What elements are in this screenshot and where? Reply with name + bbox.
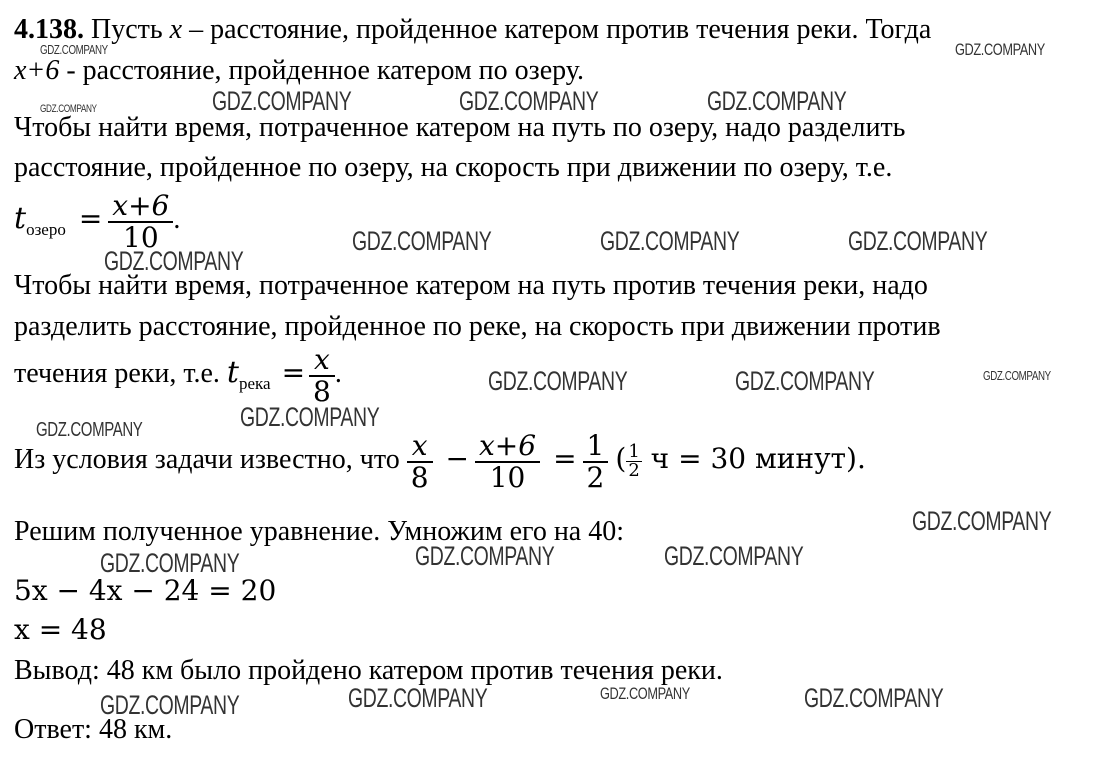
fraction-1-denominator: 8 <box>410 460 429 494</box>
lake-time-formula <box>14 188 180 254</box>
answer-text: Ответ: 48 км. <box>14 714 173 745</box>
minus-sign: − <box>445 442 469 475</box>
equals-sign: = <box>78 202 103 235</box>
river-time-sub: река <box>238 374 271 393</box>
watermark: GDZ.COMPANY <box>955 40 1045 59</box>
watermark: GDZ.COMPANY <box>804 683 944 713</box>
equals-sign: = <box>553 442 577 475</box>
watermark: GDZ.COMPANY <box>707 86 847 116</box>
lake-time-numerator: x+6 <box>108 191 173 223</box>
watermark: GDZ.COMPANY <box>848 226 988 256</box>
paragraph-2-line-2: разделить расстояние, пройденное по реке, на скорость при движении против <box>14 311 941 342</box>
lake-time-fraction <box>108 188 173 254</box>
expr-x-plus-6: x+6 <box>14 55 60 86</box>
equation-step-1: 5x − 4x − 24 = 20 <box>14 574 277 607</box>
small-fraction-one-half <box>626 443 641 480</box>
fraction-1-numerator: x <box>407 431 433 463</box>
river-time-fraction <box>309 342 335 408</box>
equals-sign: = <box>281 356 306 389</box>
watermark: GDZ.COMPANY <box>415 541 555 571</box>
watermark: GDZ.COMPANY <box>104 246 244 276</box>
watermark: GDZ.COMPANY <box>488 366 628 396</box>
watermark: GDZ.COMPANY <box>36 419 143 441</box>
solve-instruction: Решим полученное уравнение. Умножим его на 40: <box>14 516 625 547</box>
small-fraction-denominator: 2 <box>628 460 640 482</box>
paragraph-2-line-1: Чтобы найти время, потраченное катером на путь против течения реки, надо <box>14 270 928 301</box>
river-time-denominator: 8 <box>313 374 331 408</box>
watermark: GDZ.COMPANY <box>912 506 1052 536</box>
problem-line-2 <box>14 55 584 87</box>
fraction-3-denominator: 2 <box>586 460 605 494</box>
watermark: GDZ.COMPANY <box>348 683 488 713</box>
watermark: GDZ.COMPANY <box>100 548 240 578</box>
lake-time-sub: озеро <box>26 220 66 239</box>
problem-number: 4.138. <box>14 14 84 45</box>
watermark: GDZ.COMPANY <box>735 366 875 396</box>
period: . <box>173 204 181 235</box>
problem-line-1 <box>14 14 931 46</box>
watermark: GDZ.COMPANY <box>600 684 690 703</box>
watermark: GDZ.COMPANY <box>600 226 740 256</box>
paragraph-1-line-1: Чтобы найти время, потраченное катером на путь по озеру, надо разделить <box>14 112 906 143</box>
paren-open: ( <box>615 442 627 475</box>
watermark: GDZ.COMPANY <box>40 42 108 57</box>
watermark: GDZ.COMPANY <box>40 103 97 115</box>
intro-text: Пусть <box>84 14 170 45</box>
lake-distance-text: - расстояние, пройденное катером по озеру. <box>59 55 584 86</box>
watermark: GDZ.COMPANY <box>459 86 599 116</box>
river-time-numerator: x <box>309 345 335 377</box>
watermark: GDZ.COMPANY <box>100 690 240 720</box>
watermark: GDZ.COMPANY <box>240 402 380 432</box>
watermark: GDZ.COMPANY <box>983 368 1051 383</box>
condition-text: Из условия задачи известно, что <box>14 444 407 475</box>
fraction-2-numerator: x+6 <box>475 431 540 463</box>
watermark: GDZ.COMPANY <box>352 226 492 256</box>
fraction-x-over-8 <box>407 428 433 494</box>
lake-time-var: t <box>14 201 27 236</box>
equation-step-2: x = 48 <box>14 613 107 646</box>
intro-rest: – расстояние, пройденное катером против течения реки. Тогда <box>182 14 932 45</box>
fraction-one-half <box>583 428 609 494</box>
conclusion-text: Вывод: 48 км было пройдено катером против течения реки. <box>14 655 723 686</box>
paragraph-2-line-3 <box>14 342 342 408</box>
river-time-text: течения реки, т.е. <box>14 358 227 389</box>
variable-x: x <box>169 14 183 45</box>
watermark: GDZ.COMPANY <box>212 86 352 116</box>
fraction-2-denominator: 10 <box>489 460 526 494</box>
lake-time-denominator: 10 <box>123 220 159 254</box>
river-time-var: t <box>226 355 239 390</box>
period: . <box>334 358 342 389</box>
fraction-3-numerator: 1 <box>583 431 609 463</box>
time-equivalence-text: ч = 30 минут). <box>641 442 866 475</box>
small-fraction-numerator: 1 <box>628 441 640 463</box>
fraction-x-plus-6-over-10 <box>475 428 540 494</box>
watermark: GDZ.COMPANY <box>664 541 804 571</box>
paragraph-1-line-2: расстояние, пройденное по озеру, на скорость при движении по озеру, т.е. <box>14 152 893 183</box>
